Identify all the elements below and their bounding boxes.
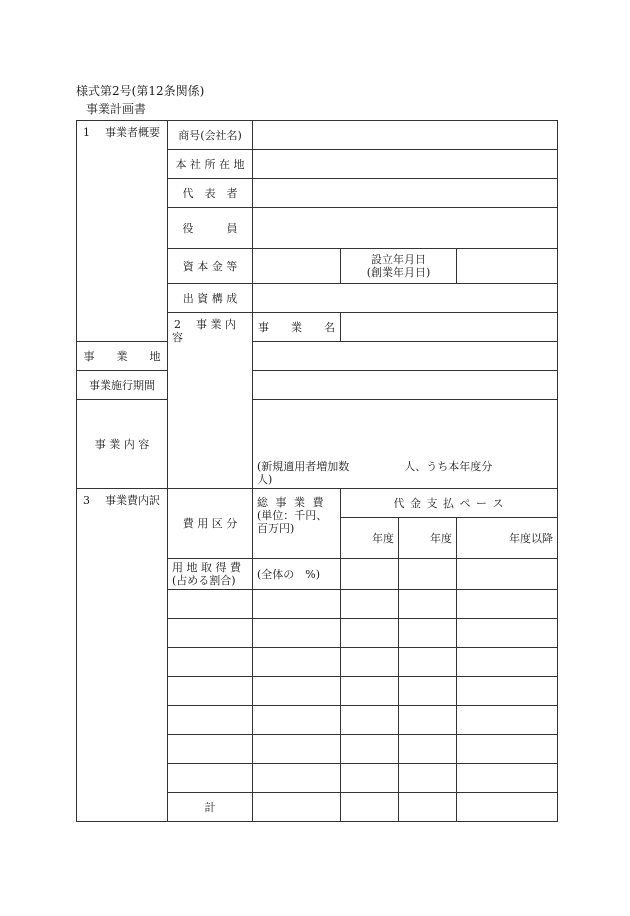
total-year1-cell[interactable] bbox=[341, 793, 399, 822]
cost-year2-cell[interactable] bbox=[399, 764, 457, 793]
year-col-3: 年度以降 bbox=[457, 518, 558, 559]
cost-category-cell[interactable] bbox=[168, 648, 253, 677]
employment-note: (新規適用者増加数 人、うち本年度分 人) bbox=[257, 460, 548, 486]
head-office-label: 本 社 所 在 地 bbox=[168, 150, 253, 179]
cost-year2-cell[interactable] bbox=[399, 706, 457, 735]
cost-category-cell[interactable] bbox=[168, 735, 253, 764]
business-plan-table bbox=[76, 120, 558, 822]
content-label: 事 業 内 容 bbox=[77, 400, 168, 489]
row-content bbox=[77, 400, 558, 489]
cost-year1-cell[interactable] bbox=[341, 706, 399, 735]
land-cost-label bbox=[168, 559, 253, 590]
head-office-field[interactable] bbox=[253, 150, 558, 179]
year-col-1: 年度 bbox=[341, 518, 399, 559]
project-name-label: 事 業 名 bbox=[253, 313, 341, 342]
form-number: 様式第2号(第12条関係) bbox=[76, 84, 205, 98]
cost-year3-cell[interactable] bbox=[457, 590, 558, 619]
officers-label: 役 員 bbox=[168, 208, 253, 249]
total-cost-label: 総 事 業 費 bbox=[257, 496, 326, 509]
investment-label: 出 資 構 成 bbox=[168, 284, 253, 313]
land-share-cell[interactable] bbox=[253, 559, 341, 590]
company-name-field[interactable] bbox=[253, 121, 558, 150]
cost-year3-cell[interactable] bbox=[457, 706, 558, 735]
cost-year3-cell[interactable] bbox=[457, 677, 558, 706]
period-field[interactable] bbox=[253, 371, 558, 400]
representative-label: 代 表 者 bbox=[168, 179, 253, 208]
cost-year3-cell[interactable] bbox=[457, 735, 558, 764]
period-label: 事業施行期間 bbox=[77, 371, 168, 400]
officers-field[interactable] bbox=[253, 208, 558, 249]
cost-total-cell[interactable] bbox=[253, 648, 341, 677]
cost-total-cell[interactable] bbox=[253, 735, 341, 764]
section3-heading bbox=[77, 489, 168, 822]
cost-year1-cell[interactable] bbox=[341, 677, 399, 706]
document-title: 事業計画書 bbox=[86, 102, 147, 116]
established-label bbox=[341, 249, 457, 284]
section2-title: 事 業 内 容 bbox=[172, 318, 236, 344]
cost-category-cell[interactable] bbox=[168, 619, 253, 648]
cost-total-cell[interactable] bbox=[253, 590, 341, 619]
cost-category-cell[interactable] bbox=[168, 590, 253, 619]
cost-year3-cell[interactable] bbox=[457, 764, 558, 793]
capital-field[interactable] bbox=[253, 249, 341, 284]
project-site-label: 事 業 地 bbox=[77, 342, 168, 371]
section3-title: 事業費内訳 bbox=[105, 494, 160, 507]
unit-note: (単位：千円、百万円) bbox=[257, 509, 328, 535]
cost-total-cell[interactable] bbox=[253, 764, 341, 793]
row-project-site bbox=[77, 342, 558, 371]
established-label-line2: (創業年月日) bbox=[366, 266, 431, 279]
total-year3-cell[interactable] bbox=[457, 793, 558, 822]
capital-label: 資 本 金 等 bbox=[168, 249, 253, 284]
company-name-label: 商号(会社名) bbox=[168, 121, 253, 150]
cost-year1-cell[interactable] bbox=[341, 735, 399, 764]
investment-field[interactable] bbox=[253, 284, 558, 313]
cost-year2-cell[interactable] bbox=[399, 648, 457, 677]
content-field[interactable] bbox=[253, 400, 558, 489]
section1-heading bbox=[77, 121, 168, 342]
row-period bbox=[77, 371, 558, 400]
total-cost-header bbox=[253, 489, 341, 559]
cost-year3-cell[interactable] bbox=[457, 648, 558, 677]
cost-year2-cell[interactable] bbox=[399, 619, 457, 648]
cost-year3-cell[interactable] bbox=[457, 619, 558, 648]
cost-year1-cell[interactable] bbox=[341, 648, 399, 677]
section2-heading bbox=[168, 313, 253, 489]
cost-year2-cell[interactable] bbox=[399, 735, 457, 764]
project-site-field[interactable] bbox=[253, 342, 558, 371]
land-year1-cell[interactable] bbox=[341, 559, 399, 590]
established-field[interactable] bbox=[457, 249, 558, 284]
cost-category-cell[interactable] bbox=[168, 677, 253, 706]
land-year3-cell[interactable] bbox=[457, 559, 558, 590]
land-cost-label-line1: 用 地 取 得 費 bbox=[172, 561, 241, 574]
cost-total-cell[interactable] bbox=[253, 619, 341, 648]
cost-year1-cell[interactable] bbox=[341, 619, 399, 648]
land-year2-cell[interactable] bbox=[399, 559, 457, 590]
established-label-line1: 設立年月日 bbox=[371, 253, 426, 266]
cost-category-cell[interactable] bbox=[168, 764, 253, 793]
representative-field[interactable] bbox=[253, 179, 558, 208]
cost-total-cell[interactable] bbox=[253, 706, 341, 735]
section2-number: 2 bbox=[174, 318, 181, 331]
cost-total-cell[interactable] bbox=[253, 677, 341, 706]
land-cost-label-line2: (占める割合) bbox=[172, 574, 236, 587]
project-name-field[interactable] bbox=[341, 313, 558, 342]
cost-year1-cell[interactable] bbox=[341, 764, 399, 793]
total-label: 計 bbox=[168, 793, 253, 822]
total-year2-cell[interactable] bbox=[399, 793, 457, 822]
land-share-note: (全体の %) bbox=[257, 567, 321, 581]
section1-title: 事業者概要 bbox=[105, 126, 160, 139]
cost-year2-cell[interactable] bbox=[399, 677, 457, 706]
payment-pace-label: 代 金 支 払 ペ ー ス bbox=[341, 489, 558, 518]
year-col-2: 年度 bbox=[399, 518, 457, 559]
cost-category-cell[interactable] bbox=[168, 706, 253, 735]
section1-number: 1 bbox=[83, 126, 90, 139]
section3-number: 3 bbox=[83, 494, 90, 507]
category-label: 費 用 区 分 bbox=[168, 489, 253, 559]
cost-year2-cell[interactable] bbox=[399, 590, 457, 619]
row-cost-header1 bbox=[77, 489, 558, 518]
cost-year1-cell[interactable] bbox=[341, 590, 399, 619]
row-company-name bbox=[77, 121, 558, 150]
grand-total-cell[interactable] bbox=[253, 793, 341, 822]
